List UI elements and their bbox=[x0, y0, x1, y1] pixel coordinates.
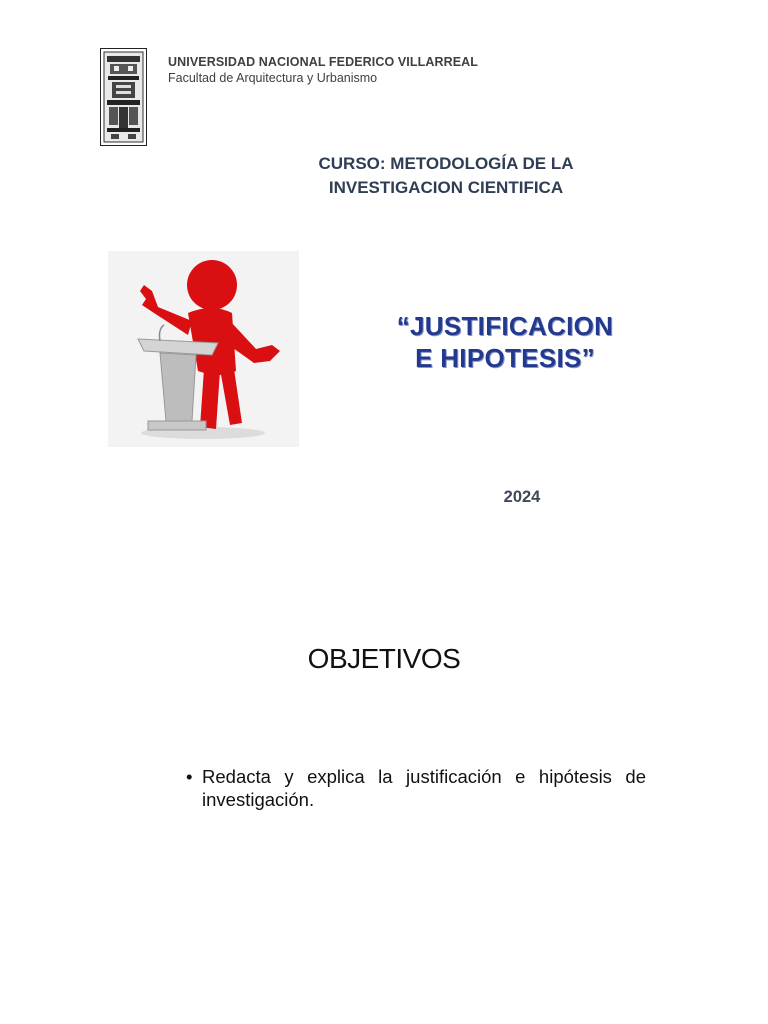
course-title-line-2: INVESTIGACION CIENTIFICA bbox=[328, 178, 564, 197]
presentation-title bbox=[340, 310, 670, 374]
course-title bbox=[236, 152, 656, 200]
list-item bbox=[186, 765, 646, 811]
faculty-name: Facultad de Arquitectura y Urbanismo bbox=[168, 71, 378, 85]
speaker-at-podium-icon bbox=[108, 251, 299, 447]
objective-text: Redacta y explica la justificación e hipótesis de investigación. bbox=[202, 766, 646, 810]
university-logo bbox=[100, 48, 147, 146]
course-title-line-1: CURSO: METODOLOGÍA DE LA bbox=[318, 154, 574, 173]
year-label: 2024 bbox=[503, 488, 541, 506]
bullet-icon: • bbox=[186, 766, 193, 787]
university-name: UNIVERSIDAD NACIONAL FEDERICO VILLARREAL bbox=[168, 55, 479, 69]
presentation-title-line-2: E HIPOTESIS” bbox=[415, 343, 595, 373]
presentation-title-line-1: “JUSTIFICACION bbox=[396, 311, 614, 341]
objectives-list bbox=[186, 765, 646, 811]
objectives-heading: OBJETIVOS bbox=[307, 643, 461, 674]
